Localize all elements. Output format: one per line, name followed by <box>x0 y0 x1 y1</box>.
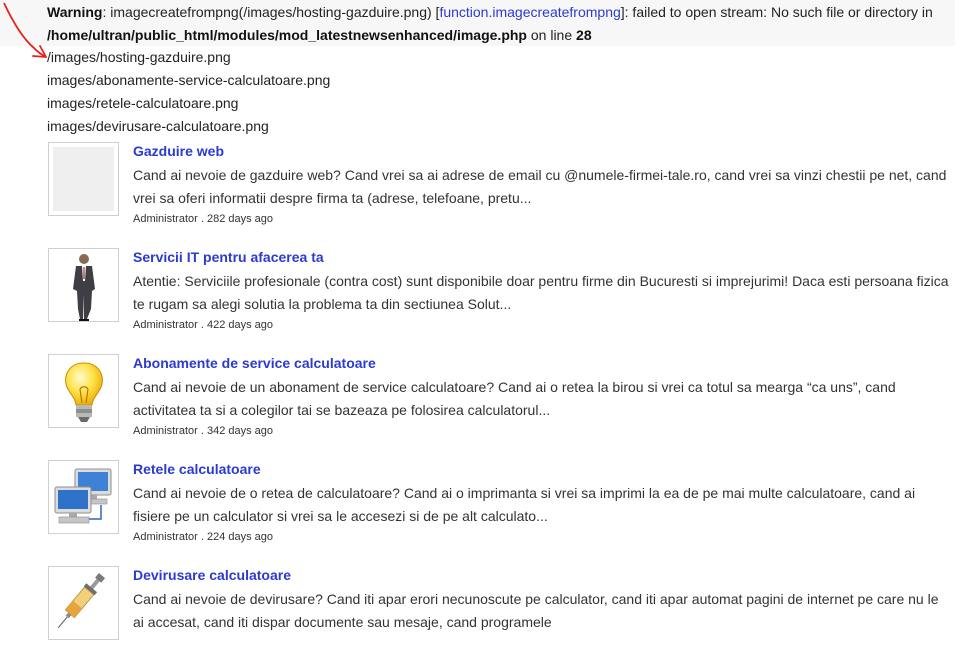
warning-text-before: : imagecreatefrompng(/images/hosting-gazduire.png) [ <box>102 4 440 20</box>
excerpt-line: Cand ai nevoie de un abonament de service calculatoare? Cand ai o retea la birou si vrei ca totul sa mearga “ca uns”, cand <box>133 379 896 395</box>
news-title-4[interactable]: Retele calculatoare <box>133 461 261 477</box>
warning-path: /home/ultran/public_html/modules/mod_latestnewsenhanced/image.php <box>47 27 527 43</box>
news-meta-3: Administrator . 342 days ago <box>133 425 274 437</box>
image-path-1: /images/hosting-gazduire.png <box>47 49 231 65</box>
news-excerpt-4 <box>133 482 973 528</box>
excerpt-line: Cand ai nevoie de o retea de calculatoare? Cand ai o imprimanta si vrei sa imprimi la ea de pe mai multe calculatoare, cand ai <box>133 485 916 501</box>
thumbnail-4[interactable] <box>48 460 119 534</box>
thumbnail-5[interactable] <box>48 566 119 640</box>
news-title-5[interactable]: Devirusare calculatoare <box>133 567 291 583</box>
news-excerpt-3 <box>133 376 973 422</box>
news-item-3 <box>48 354 955 450</box>
news-item-5 <box>48 566 955 662</box>
thumbnail-1[interactable] <box>48 142 119 216</box>
warning-label: Warning <box>47 4 103 20</box>
warning-text-after: ]: failed to open stream: No such file or directory in <box>620 4 933 20</box>
news-excerpt-5 <box>133 588 973 634</box>
warning-function-link[interactable]: function.imagecreatefrompng <box>439 4 621 20</box>
news-title-1[interactable]: Gazduire web <box>133 143 225 159</box>
news-item-4 <box>48 460 955 556</box>
thumbnail-3[interactable] <box>48 354 119 428</box>
image-path-3: images/retele-calculatoare.png <box>47 95 239 111</box>
businessman-icon <box>49 249 120 323</box>
news-title-2[interactable]: Servicii IT pentru afacerea ta <box>133 249 324 265</box>
warning-line-number: 28 <box>576 27 592 43</box>
excerpt-line: Cand ai nevoie de devirusare? Cand iti apar erori necunoscute pe calculator, cand iti apar automat pagini de internet pe care nu le <box>133 591 939 607</box>
excerpt-line: ai accesat, cand iti dispar documente sau mesaje, cand programele <box>133 614 552 630</box>
news-meta-2: Administrator . 422 days ago <box>133 319 274 331</box>
excerpt-line: Atentie: Serviciile profesionale (contra cost) sunt disponibile doar pentru firme din Bucuresti si imprejurimi! Daca esti persoana fizica <box>133 273 949 289</box>
syringe-icon <box>49 567 120 641</box>
warning-line-1 <box>47 1 933 23</box>
news-item-2 <box>48 248 955 344</box>
warning-on-line: on line <box>526 27 577 43</box>
news-item-1 <box>48 142 955 238</box>
news-meta-1: Administrator . 282 days ago <box>133 213 274 225</box>
blank-thumbnail-icon <box>49 143 120 217</box>
excerpt-line: vrei sa oferi informatii despre firma ta (adrese, telefoane, pretu... <box>133 190 532 206</box>
news-excerpt-2 <box>133 270 973 316</box>
excerpt-line: activitatea ta si a colegilor tai se bazeaza pe folosirea calculatorul... <box>133 402 551 418</box>
thumbnail-2[interactable] <box>48 248 119 322</box>
image-path-4: images/devirusare-calculatoare.png <box>47 118 269 134</box>
networked-computers-icon <box>49 461 120 535</box>
php-warning-box <box>0 0 955 46</box>
excerpt-line: Cand ai nevoie de gazduire web? Cand vrei sa ai adrese de email cu @numele-firmei-tale.ro, cand vrei sa vinzi chestii pe net, cand <box>133 167 947 183</box>
news-title-3[interactable]: Abonamente de service calculatoare <box>133 355 376 371</box>
excerpt-line: te rugam sa alegi solutia la problema ta din sectiunea Solut... <box>133 296 512 312</box>
excerpt-line: fisiere pe un calculator si vrei sa le accesezi si de pe alt calculato... <box>133 508 548 524</box>
light-bulb-icon <box>49 355 120 429</box>
news-excerpt-1 <box>133 164 973 210</box>
warning-line-2 <box>47 24 592 46</box>
image-path-2: images/abonamente-service-calculatoare.png <box>47 72 331 88</box>
news-meta-4: Administrator . 224 days ago <box>133 531 274 543</box>
